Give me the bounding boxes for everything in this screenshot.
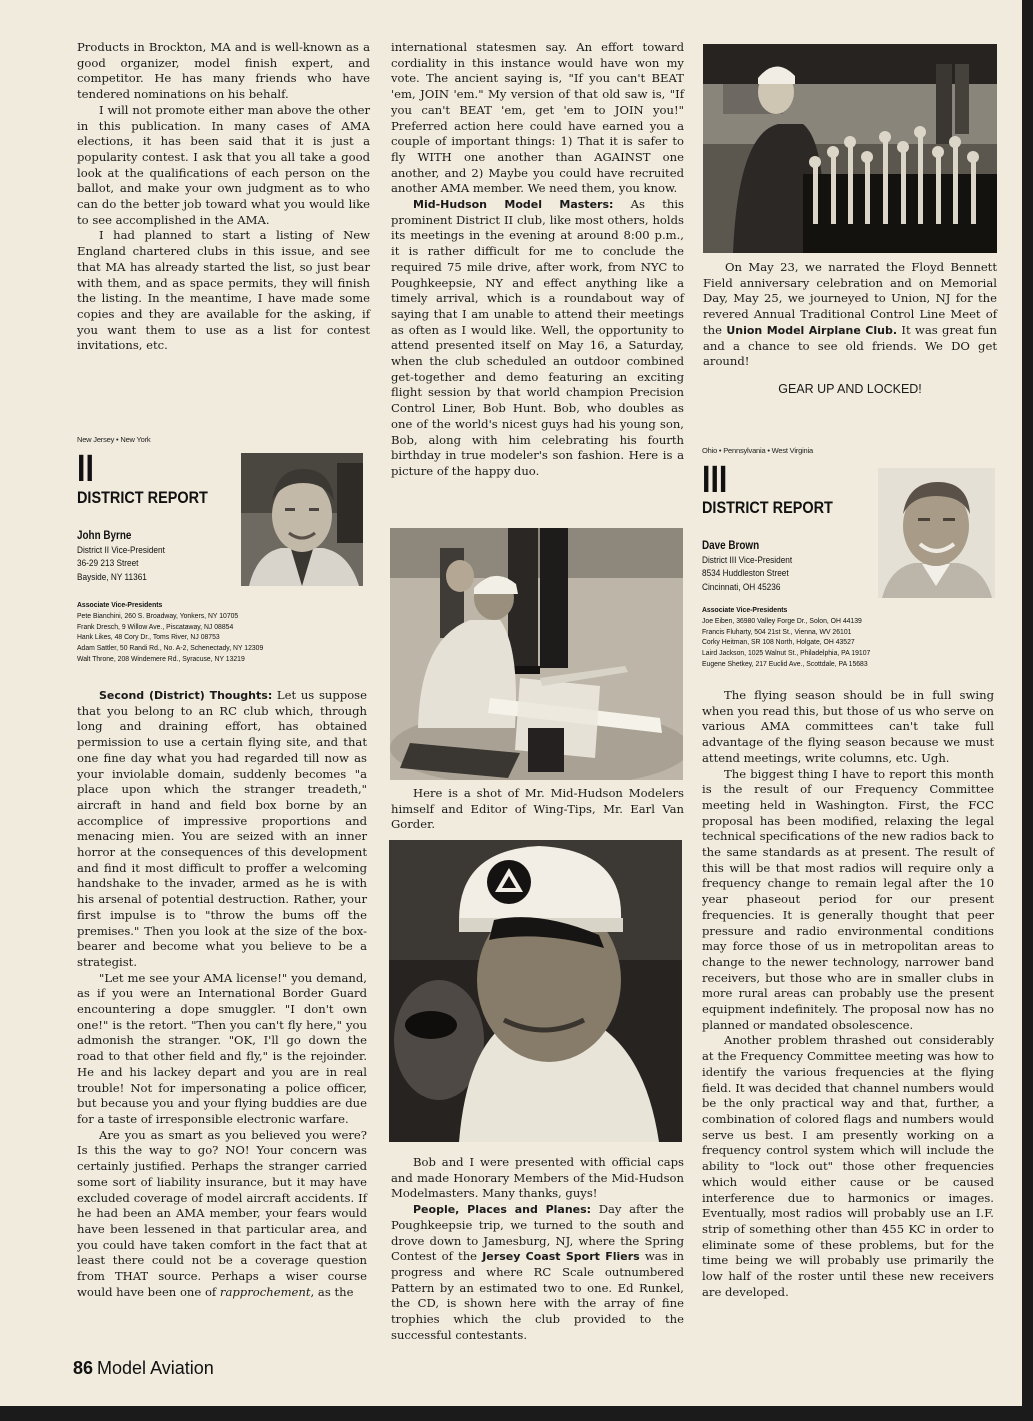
page-footer — [73, 1358, 214, 1379]
assoc-vp: Hank Likes, 48 Cory Dr., Toms River, NJ 08753 — [77, 632, 220, 642]
district3-assoc-title: Associate Vice-Presidents — [702, 605, 788, 614]
assoc-vp: Corky Heitman, SR 108 North, Holgate, OH 43527 — [702, 637, 855, 647]
district2-vp-title: District II Vice-President — [77, 544, 165, 556]
assoc-vp: Pete Bianchini, 260 S. Broadway, Yonkers, NY 10705 — [77, 610, 239, 620]
assoc-vp: Eugene Shetkey, 217 Euclid Ave., Scottdale, PA 15683 — [702, 658, 868, 668]
district3-vp-title: District III Vice-President — [702, 554, 793, 566]
district2-numeral: II — [77, 448, 94, 490]
assoc-vp: Laird Jackson, 1025 Walnut St., Philadelphia, PA 19107 — [702, 648, 871, 658]
assoc-vp: Joe Eiben, 36980 Valley Forge Dr., Solon, OH 44139 — [702, 615, 862, 625]
district2-assoc-title: Associate Vice-Presidents — [77, 600, 163, 609]
run-in-heading: Mid-Hudson Model Masters: — [413, 198, 614, 212]
paragraph: Are you as smart as you believed you were? Is this the way to go? NO! Your concern was certainly justified. Perhaps the stranger carried some sort of liability insurance, but it may have excluded coverage of model aircraft accidents. If he had been an AMA member, your fears would have been lessened in that particular area, and you could have taken comfort in the fact that at least there could not be a coverage question from THAT source. Perhaps a wiser course would have been one of rapprochement, as the — [77, 1127, 367, 1299]
district3-vp-street: 8534 Huddleston Street — [702, 568, 789, 579]
paragraph: The flying season should be in full swing when you read this, but those of us who serve on various AMA committees can't take full advantage of the flying season because we must attend meetings, write columns, etc. Ugh. — [702, 688, 994, 765]
district3-numeral: III — [702, 459, 728, 501]
caption-text: Bob and I were presented with official caps and made Honorary Members of the Mid-Hudson Modelmasters. Many thanks, guys! — [391, 1155, 684, 1201]
paragraph: On May 23, we narrated the Floyd Bennett Field anniversary celebration and on Memorial Day, May 25, we journeyed to Union, NJ for the revered Annual Traditional Control Line Meet of the Union Model Airplane Club. It was great fun and a chance to see old friends. We DO get around! — [703, 260, 997, 369]
paragraph: The biggest thing I have to report this month is the result of our Frequency Committee meeting held in Washington. First, the FCC proposal has been modified, relaxing the legal technical specifications of the new radios back to the same standards as at present. The result of this will be that most radios will require only a frequency change to remain legal after the 10 year phaseout period for our present frequencies. It is generally thought that peer pressure and radio environmental conditions may force those of us in metropolitan areas to change to the newer technology, narrower band receivers, but those who are in smaller clubs in more rural areas can probably use the present equipment indefinitely. The proposal now has no planned or mandated obsolescence. — [702, 766, 994, 1032]
page-number: 86 — [73, 1358, 94, 1378]
signoff: GEAR UP AND LOCKED! — [778, 381, 922, 396]
paragraph: Another problem thrashed out considerably at the Frequency Committee meeting was how to identify the various frequencies at the flying field. It was decided that channel numbers would be the only practical way and that, further, a combination of colored flags and numbers would serve us best. I am presently working on a frequency control system which will include the ability to "lock out" those other frequencies which would either cause or be caused interference due to harmonics or images. Eventually, most radios will probably use an I.F. strip of something other than 455 KC in order to eliminate some of these problems, but for the time being we will probably use primarily the low half of the roster until these new receivers are developed. — [702, 1033, 994, 1299]
caption-1 — [391, 786, 684, 833]
col1-top-text — [77, 40, 370, 354]
paragraph: I had planned to start a listing of New England chartered clubs in this issue, and see that MA has already started the list, so just bear with them, and as space permits, they will finish the listing. In the meantime, I have made some copies and they are available for the asking, if you want them to use as a list for contest invitations, etc. — [77, 228, 370, 353]
district2-vp-name: John Byrne — [77, 530, 132, 542]
col3-top-text — [703, 260, 997, 398]
district2-associates — [77, 600, 263, 665]
paragraph: People, Places and Planes: Day after the Poughkeepsie trip, we turned to the south and drove down to Jamesburg, NJ, where the Spring Contest of the Jersey Coast Sport Fliers was in progress and where RC Scale outnumbered Pattern by an estimated two to one. Ed Runkel, the CD, is shown here with the array of fine trophies which the club provided to the successful contestants. — [391, 1202, 684, 1342]
run-in-heading: Second (District) Thoughts: — [99, 689, 273, 702]
caption-text: Here is a shot of Mr. Mid-Hudson Modelers himself and Editor of Wing-Tips, Mr. Earl Van Gorder. — [391, 786, 684, 832]
col1-bottom-text — [77, 688, 367, 1300]
district2-vp-block — [77, 530, 165, 584]
photo-honorary-caps — [389, 840, 682, 1142]
district3-title: DISTRICT REPORT — [702, 498, 833, 517]
district3-vp-city: Cincinnati, OH 45236 — [702, 581, 781, 593]
district2-vp-street: 36-29 213 Street — [77, 558, 139, 569]
district2-title: DISTRICT REPORT — [77, 488, 208, 507]
paragraph: "Let me see your AMA license!" you demand, as if you were an International Border Guard encountering a dope smuggler. "I don't own one!" is the retort. "Then you can't fly here," you admonish the stranger. "OK, I'll go down the road to that other field and fly," is the rejoinder. He and his lackey depart and you are in real trouble! Not for impersonating a police officer, but because you and your flying buddies are due for a taste of irresponsible electronic warfare. — [77, 970, 367, 1126]
paragraph: I will not promote either man above the other in this publication. In many cases of AMA elections, it has been said that it is just a popularity contest. I ask that you all take a good look at the qualifications of each person on the ballot, and make your own judgment as to who can do the better job toward what you would like to see accomplished in the AMA. — [77, 102, 370, 227]
dave-brown-portrait — [878, 468, 995, 598]
district3-associates — [702, 605, 870, 670]
photo-bob-hunt-and-son — [390, 528, 683, 780]
john-byrne-portrait — [241, 453, 363, 586]
col2-top-text — [391, 40, 684, 480]
col3-bottom-text — [702, 688, 994, 1300]
district3-vp-name: Dave Brown — [702, 540, 760, 552]
magazine-name: Model Aviation — [97, 1358, 214, 1378]
paragraph: Second (District) Thoughts: Let us suppose that you belong to an RC club which, through long and draining effort, has obtained permission to use a certain flying site, and that one fine day what you had regarded till now as your inviolable domain, suddenly becomes "a place upon which the stranger treadeth," aircraft in hand and field box borne by an accomplice of impressive proportions and menacing mien. You are seized with an inner horror at the consequences of this development and find it most difficult to proffer a welcoming handshake to the invader, armed as he is with his arsenal of potential destruction. Rather, your first impulse is to "throw the bums off the premises." Then you look at the size of the box-bearer and become what you believe to be a strategist. — [77, 688, 367, 969]
photo-trophies-ed-runkel — [703, 44, 997, 253]
district3-states: Ohio • Pennsylvania • West Virginia — [702, 446, 813, 455]
assoc-vp: Frank Dresch, 9 Willow Ave., Piscataway, NJ 08854 — [77, 621, 234, 631]
assoc-vp: Francis Fluharty, 504 21st St., Vienna, WV 26101 — [702, 626, 852, 636]
paragraph: international statesmen say. An effort toward cordiality in this instance would have won my vote. The ancient saying is, "If you can't BEAT 'em, JOIN 'em." My version of that old saw is, "If you can't BEAT 'em, get 'em to JOIN you!" Preferred action here could have earned you a couple of important things: 1) That it is safer to fly WITH one another than AGAINST one another, and 2) Maybe you could have recruited another AMA member. We need them, you know. — [391, 40, 684, 196]
paragraph: Mid-Hudson Model Masters: As this prominent District II club, like most others, holds its meetings in the evening at around 8:00 p.m., it is rather difficult for me to conclude the required 75 mile drive, after work, from NYC to Poughkeepsie, NY and effect anything like a timely arrival, which is a roundabout way of saying that I am unable to attend their meetings as often as I would like. Well, the opportunity to attend presented itself on May 16, a Saturday, when the club scheduled an outdoor combined get-together and demo featuring an exciting flight session by that world champion Precision Control Liner, Bob Hunt. Bob, who doubles as one of the world's nicest guys had his young son, Bob, along with him celebrating his fourth birthday in true modeler's son fashion. Here is a picture of the happy duo. — [391, 197, 684, 478]
paragraph: Products in Brockton, MA and is well-known as a good organizer, model finish expert, and competitor. He has many friends who have tendered nominations on his behalf. — [77, 40, 370, 102]
district3-vp-block — [702, 540, 792, 594]
assoc-vp: Walt Throne, 208 Windemere Rd., Syracuse, NY 13219 — [77, 653, 245, 663]
assoc-vp: Adam Sattler, 50 Randi Rd., No. A-2, Schenectady, NY 12309 — [77, 643, 264, 653]
run-in-heading: People, Places and Planes: — [413, 1203, 592, 1217]
district2-vp-city: Bayside, NY 11361 — [77, 571, 147, 583]
district2-states: New Jersey • New York — [77, 435, 151, 444]
col2-bottom-text — [391, 1155, 684, 1343]
